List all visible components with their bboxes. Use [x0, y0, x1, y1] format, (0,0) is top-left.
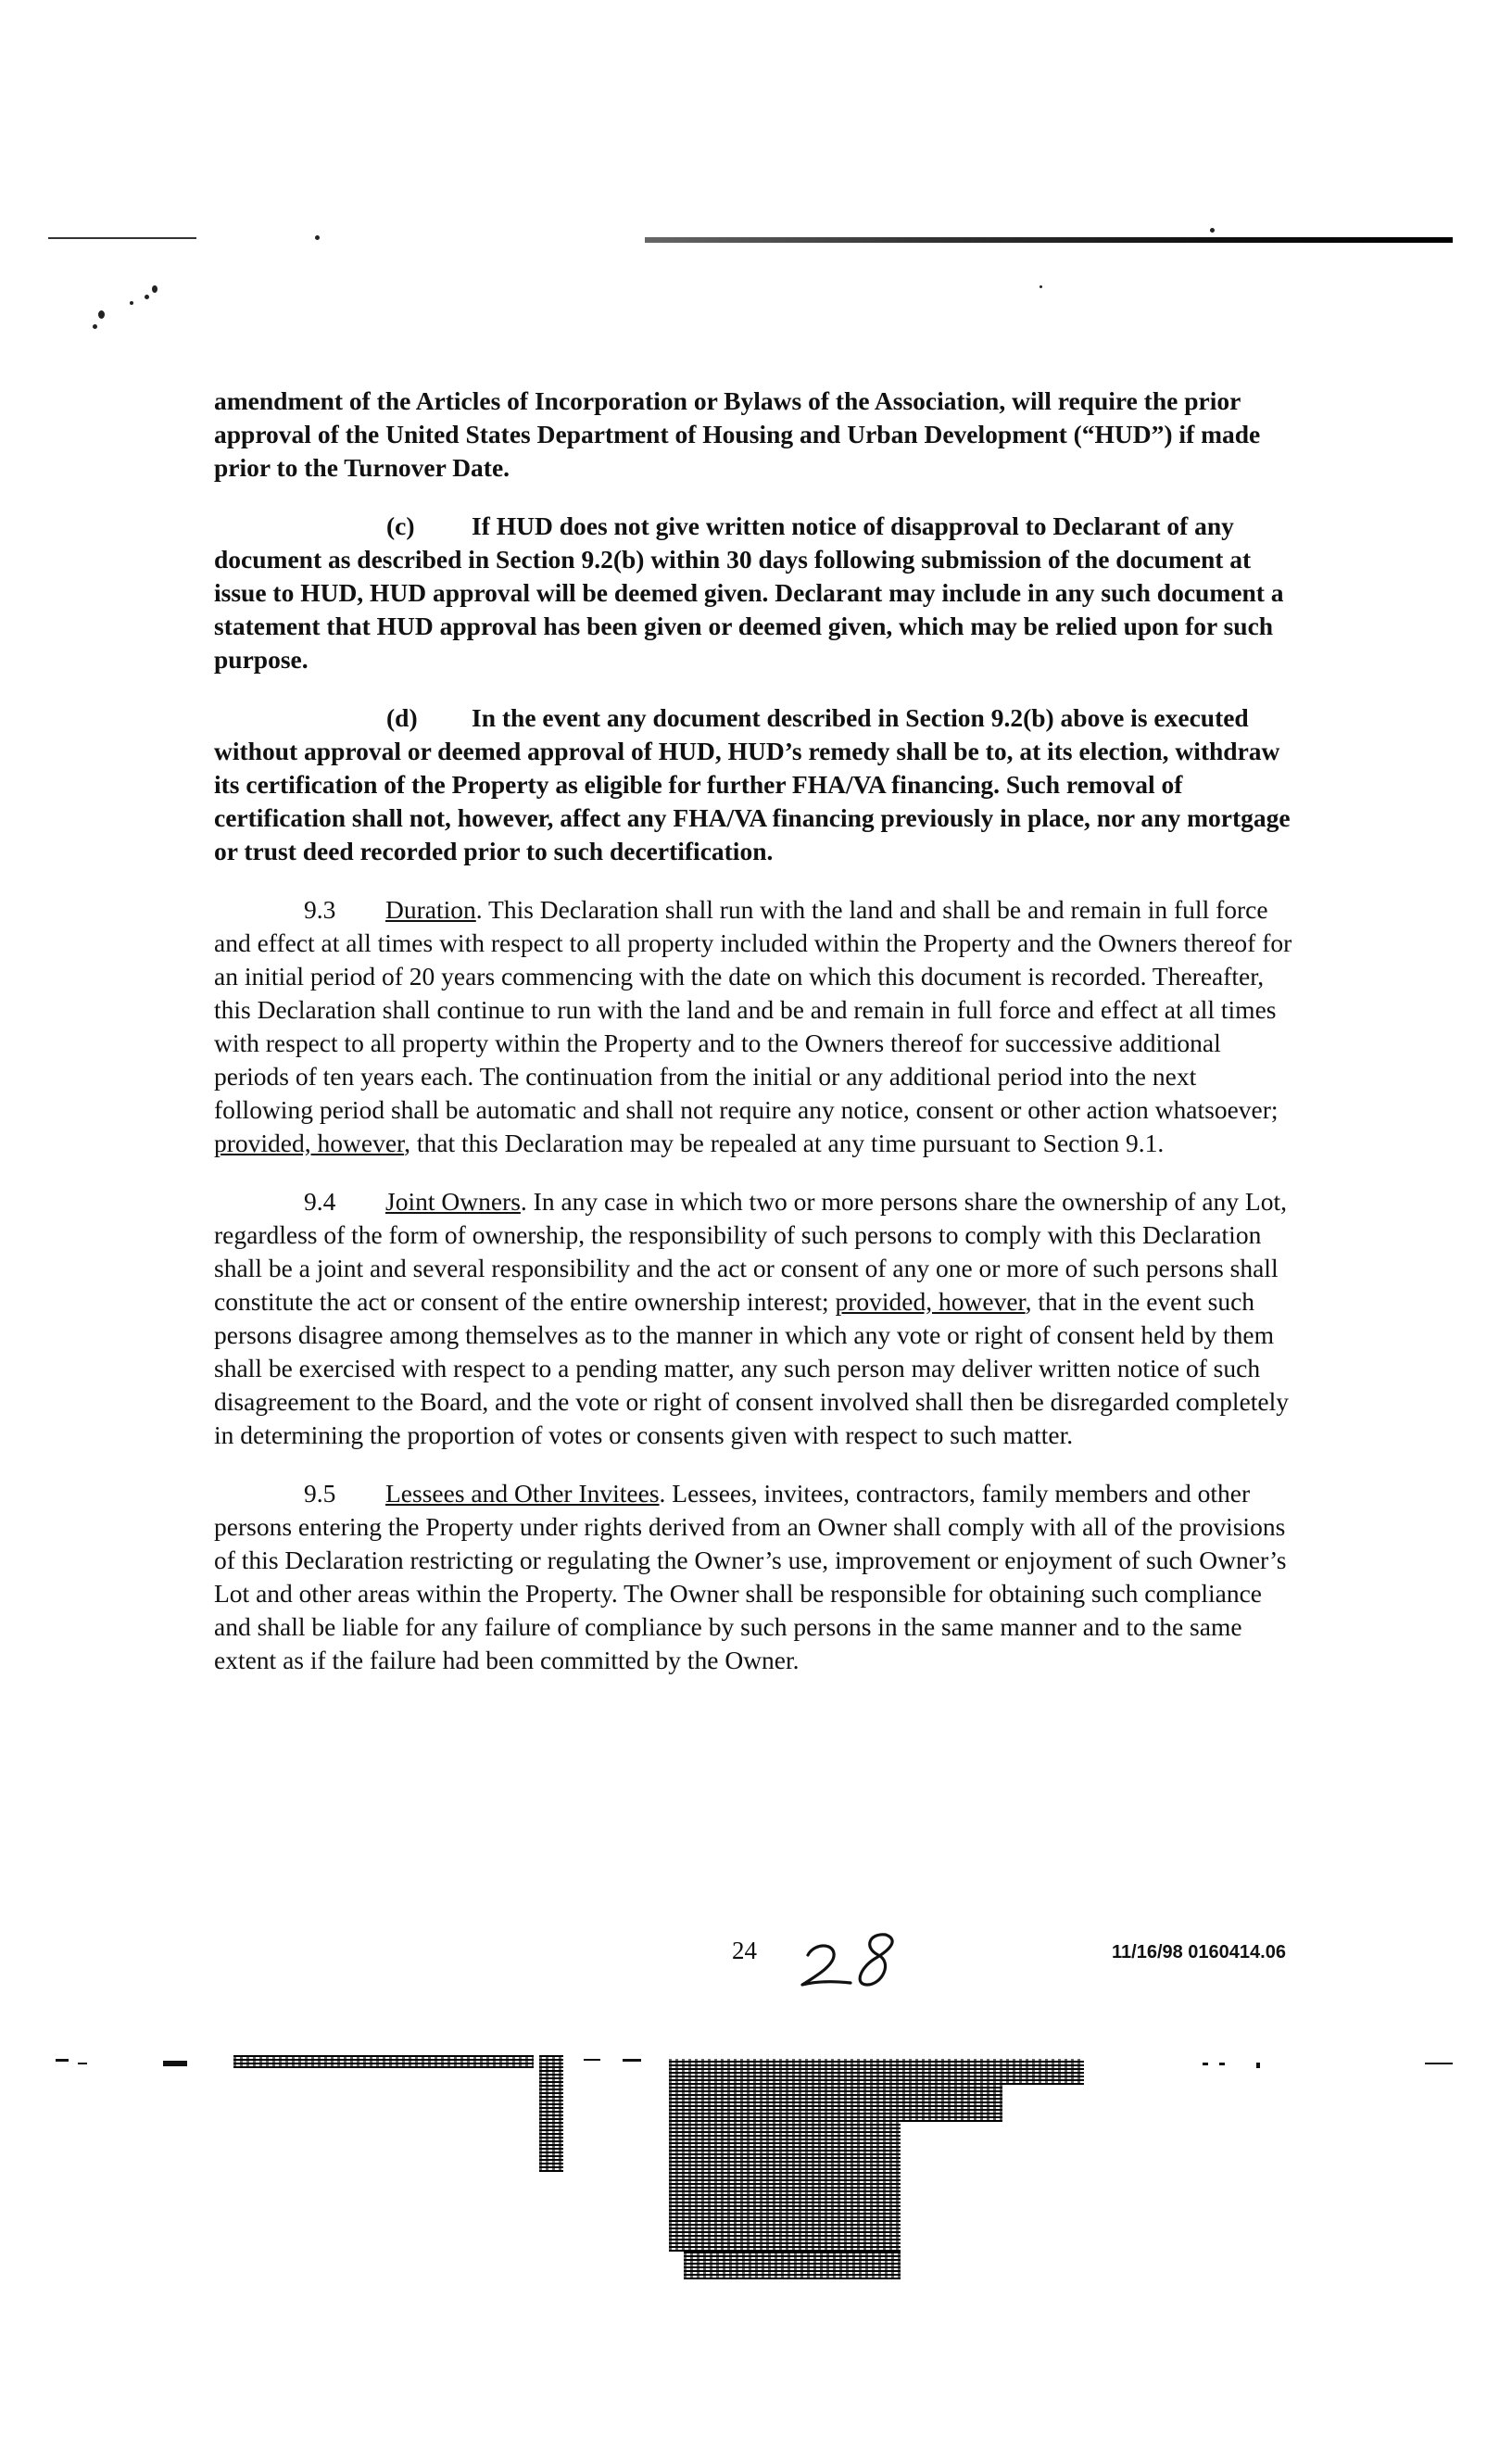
scan-noise: [623, 2059, 641, 2062]
scan-speck: [145, 295, 149, 299]
scan-noise: [684, 2252, 901, 2279]
section-title: Duration: [385, 895, 476, 924]
scan-rule-left: [48, 237, 196, 239]
section-title: Lessees and Other Invitees: [385, 1479, 660, 1508]
scan-noise: [1256, 2063, 1260, 2068]
scan-noise: [669, 2059, 1084, 2085]
scan-speck: [130, 301, 133, 305]
subsection-label-c: (c): [386, 511, 415, 540]
section-9-3: [214, 893, 1300, 1160]
section-9-4: [214, 1185, 1300, 1452]
section-text: . Lessees, invitees, contractors, family members and other persons entering the Property under rights derived from an Owner shall comply with all of the provisions of this Declaration restricting or regulating the Owner’s use, improvement or enjoyment of such Owner’s Lot and other areas within the Property. The Owner shall be responsible for obtaining such compliance and shall be liable for any failure of compliance by such persons in the same manner and to the same extent as if the failure had been committed by the Owner.: [214, 1479, 1287, 1674]
scan-rule-right: [645, 237, 1453, 243]
section-number: 9.4: [304, 1187, 336, 1216]
paragraph-d-text: In the event any document described in Section 9.2(b) above is executed without approval or deemed approval of HUD, HUD’s remedy shall be to, at its election, withdraw its certification of the Property as eligible for further FHA/VA financing. Such removal of certification shall not, however, affect any FHA/VA financing previously in place, nor any mortgage or trust deed recorded prior to such decertification.: [214, 703, 1291, 865]
scan-noise: [233, 2055, 534, 2068]
paragraph-intro-text: amendment of the Articles of Incorporation or Bylaws of the Association, will require the prior approval of the United States Department of Housing and Urban Development (“HUD”) if made prior to the Turnover Date.: [214, 386, 1261, 482]
section-title: Joint Owners: [385, 1187, 521, 1216]
paragraph-c: [214, 510, 1300, 676]
page-number: 24: [732, 1937, 757, 1964]
scan-speck: [152, 285, 158, 293]
section-text: . This Declaration shall run with the land and shall be and remain in full force and effect at all times with respect to all property included within the Property and the Owners thereof for an initial period of 20 years commencing with the date on which this document is recorded. Thereafter, this Declaration shall continue to run with the land and be and remain in full force and effect at all times with respect to all property within the Property and to the Owners thereof for successive additional periods of ten years each. The continuation from the initial or any additional period into the next following period shall be automatic and shall not require any notice, consent or other action whatsoever;: [214, 895, 1292, 1124]
scan-noise: [584, 2059, 600, 2061]
paragraph-c-text: If HUD does not give written notice of disapproval to Declarant of any document as described in Section 9.2(b) within 30 days following submission of the document at issue to HUD, HUD approval will be deemed given. Declarant may include in any such document a statement that HUD approval has been given or deemed given, which may be relied upon for such purpose.: [214, 511, 1284, 674]
section-number: 9.3: [304, 895, 336, 924]
section-text: , that in the event such persons disagree among themselves as to the manner in which any vote or right of consent held by them shall be exercised with respect to a pending matter, any such person may deliver written notice of such disagreement to the Board, and the vote or right of consent involved shall then be disregarded completely in determining the proportion of votes or consents given with respect to such matter.: [214, 1287, 1290, 1449]
section-number: 9.5: [304, 1479, 336, 1508]
paragraph-d: [214, 701, 1300, 868]
scan-noise: [1425, 2063, 1453, 2064]
scan-noise: [539, 2055, 563, 2172]
handwritten-number: [797, 1927, 926, 1992]
scan-noise: [78, 2063, 87, 2064]
scan-noise: [163, 2061, 187, 2066]
section-9-5: [214, 1477, 1300, 1677]
scan-noise: [1219, 2063, 1225, 2065]
section-text: . In any case in which two or more persons share the ownership of any Lot, regardless of the form of ownership, the responsibility of such persons to comply with this Declaration shall be a joint and several responsibility and the act or consent of any one or more of such persons shall constitute the act or consent of the entire ownership interest;: [214, 1187, 1287, 1316]
scan-speck: [1040, 285, 1042, 288]
scan-speck: [1210, 228, 1215, 233]
proviso-phrase: provided, however: [214, 1129, 405, 1157]
paragraph-intro: [214, 385, 1300, 485]
document-code: 11/16/98 0160414.06: [1112, 1942, 1286, 1962]
scan-noise: [56, 2059, 69, 2062]
proviso-phrase: provided, however: [835, 1287, 1026, 1316]
scan-noise: [1203, 2063, 1208, 2065]
scan-noise: [669, 2122, 901, 2252]
subsection-label-d: (d): [386, 703, 418, 732]
scan-noise: [669, 2085, 1002, 2122]
scan-speck: [315, 235, 320, 240]
scan-speck: [93, 324, 97, 329]
document-body: [214, 385, 1300, 1702]
section-text: , that this Declaration may be repealed at any time pursuant to Section 9.1.: [404, 1129, 1165, 1157]
scan-speck: [98, 310, 105, 319]
